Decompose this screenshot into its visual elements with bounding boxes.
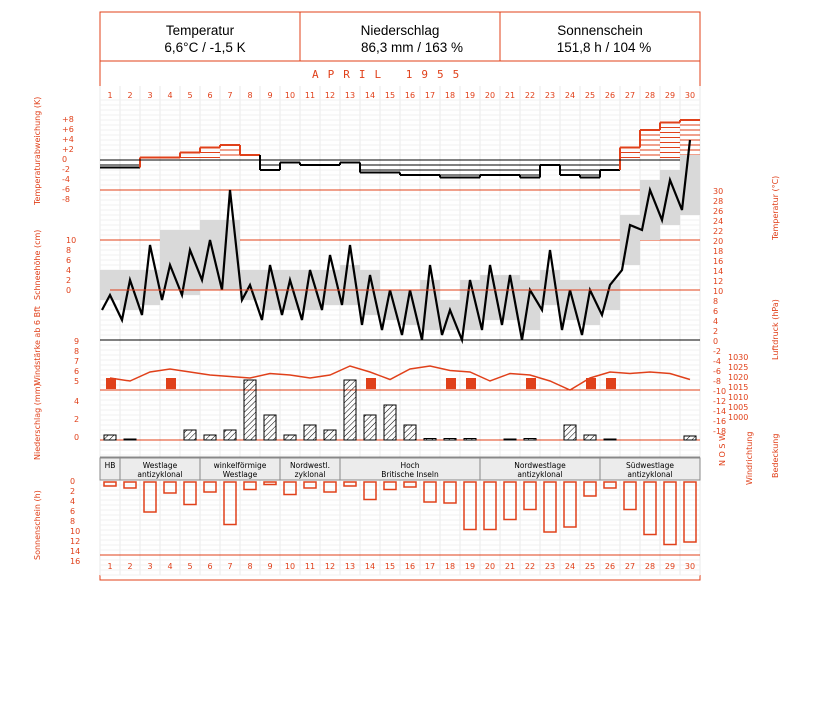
temperature-tick: 2: [713, 327, 719, 336]
temperature-tick: 14: [713, 267, 724, 276]
day-label-bottom: 23: [544, 562, 556, 571]
wind-block: [366, 378, 376, 389]
wind-block: [166, 378, 176, 389]
weather-type-label: Hoch: [400, 461, 420, 470]
sun-title: Sonnenschein: [557, 23, 643, 38]
day-label-top: 20: [484, 91, 496, 100]
temperature-tick: 6: [713, 307, 719, 316]
precip-bar: [444, 439, 456, 441]
day-label-top: 19: [464, 91, 476, 100]
day-label-top: 11: [304, 91, 316, 100]
day-label-top: 5: [187, 91, 193, 100]
day-label-bottom: 12: [324, 562, 336, 571]
precip-bar: [584, 435, 596, 440]
temperature-tick: -16: [713, 417, 727, 426]
weather-type-sub: antizyklonal: [627, 470, 673, 479]
day-label-top: 8: [247, 91, 253, 100]
precip-bar: [344, 380, 356, 440]
day-label-top: 13: [344, 91, 356, 100]
sunshine-tick: 8: [70, 517, 76, 526]
precip-bar: [204, 435, 216, 440]
day-label-bottom: 6: [207, 562, 213, 571]
sunshine-tick: 10: [70, 527, 81, 536]
pressure-tick: 1015: [728, 383, 749, 392]
weather-type-sub: antizyklonal: [137, 470, 183, 479]
day-label-top: 23: [544, 91, 556, 100]
precip-bar: [124, 439, 136, 440]
day-label-bottom: 22: [524, 562, 536, 571]
day-label-top: 3: [147, 91, 153, 100]
weather-type-label: Nordwestlage: [514, 461, 566, 470]
day-label-bottom: 26: [604, 562, 616, 571]
day-label-bottom: 4: [167, 562, 173, 571]
snow-tick: 8: [66, 246, 72, 255]
precip-bar: [264, 415, 276, 440]
day-label-top: 16: [404, 91, 416, 100]
label-temp-anomaly: Temperaturabweichung (K): [33, 96, 42, 205]
day-label-bottom: 15: [384, 562, 396, 571]
weather-type-label: Südwestlage: [626, 461, 674, 470]
anomaly-tick: +6: [62, 125, 74, 134]
day-label-top: 26: [604, 91, 616, 100]
wind-tick: 5: [74, 377, 80, 386]
day-label-bottom: 17: [424, 562, 436, 571]
weather-type-sub: Westlage: [222, 470, 258, 479]
label-wind: Windstärke ab 6 Bft: [33, 306, 42, 385]
sunshine-bar: [504, 482, 516, 520]
wind-tick: 9: [74, 337, 80, 346]
anomaly-tick: +4: [62, 135, 74, 144]
sunshine-bar: [284, 482, 296, 495]
day-label-bottom: 1: [107, 562, 113, 571]
temperature-tick: 4: [713, 317, 719, 326]
precip-bar: [684, 436, 696, 440]
pressure-tick: 1005: [728, 403, 749, 412]
weather-type-label: Westlage: [142, 461, 178, 470]
weather-type-label: Nordwestl.: [290, 461, 330, 470]
wind-tick: 8: [74, 347, 80, 356]
sunshine-bar: [244, 482, 256, 490]
day-label-top: 22: [524, 91, 536, 100]
temperature-tick: -4: [713, 357, 721, 366]
precip-bar: [504, 439, 516, 440]
temperature-tick: 0: [713, 337, 719, 346]
sunshine-bar: [104, 482, 116, 486]
sunshine-bar: [684, 482, 696, 542]
sunshine-bar: [144, 482, 156, 512]
day-label-bottom: 28: [644, 562, 656, 571]
temperature-tick: -8: [713, 377, 721, 386]
temperature-tick: 28: [713, 197, 724, 206]
sunshine-bar: [224, 482, 236, 525]
day-label-bottom: 11: [304, 562, 316, 571]
temperature-tick: 26: [713, 207, 724, 216]
day-label-top: 27: [624, 91, 636, 100]
day-label-top: 2: [127, 91, 133, 100]
day-label-bottom: 21: [504, 562, 516, 571]
precip-bar: [524, 439, 536, 441]
anomaly-tick: -2: [62, 165, 70, 174]
label-precip: Niederschlag (mm): [33, 383, 42, 460]
temperature-tick: -18: [713, 427, 727, 436]
day-label-top: 9: [267, 91, 273, 100]
temperature-tick: 16: [713, 257, 724, 266]
temp-value: 6,6°C / -1,5 K: [164, 40, 246, 55]
precip-bar: [304, 425, 316, 440]
day-label-top: 25: [584, 91, 596, 100]
wind-block: [526, 378, 536, 389]
chart-labels: [62, 91, 748, 571]
pressure-tick: 1020: [728, 373, 749, 382]
day-label-top: 30: [684, 91, 696, 100]
day-label-top: 17: [424, 91, 436, 100]
pressure-tick: 1025: [728, 363, 749, 372]
sunshine-bar: [164, 482, 176, 493]
sunshine-tick: 2: [70, 487, 76, 496]
precip-tick: 0: [74, 433, 80, 442]
day-label-top: 1: [107, 91, 113, 100]
temp-title: Temperatur: [165, 23, 235, 38]
anomaly-tick: -8: [62, 195, 70, 204]
day-label-bottom: 7: [227, 562, 233, 571]
temperature-tick: 18: [713, 247, 724, 256]
sun-value: 151,8 h / 104 %: [556, 40, 652, 55]
precip-bar: [404, 425, 416, 440]
day-label-top: 24: [564, 91, 576, 100]
precip-bar: [604, 439, 616, 440]
anomaly-tick: 0: [62, 155, 68, 164]
wind-block: [106, 378, 116, 389]
day-label-bottom: 13: [344, 562, 356, 571]
day-label-top: 14: [364, 91, 376, 100]
precip-tick: 4: [74, 397, 80, 406]
day-label-top: 12: [324, 91, 336, 100]
temperature-tick: -14: [713, 407, 727, 416]
day-label-top: 18: [444, 91, 456, 100]
temperature-tick: 22: [713, 227, 724, 236]
precip-bar: [364, 415, 376, 440]
weather-type-label: winkelförmige: [213, 461, 267, 470]
day-label-top: 6: [207, 91, 213, 100]
month-title: APRIL 1955: [312, 68, 469, 81]
precip-value: 86,3 mm / 163 %: [360, 40, 464, 55]
label-wind-dir-marks: N O S W: [718, 433, 727, 466]
temperature-tick: 12: [713, 277, 724, 286]
day-label-top: 21: [504, 91, 516, 100]
temperature-tick: 24: [713, 217, 724, 226]
snow-tick: 4: [66, 266, 72, 275]
day-label-bottom: 30: [684, 562, 696, 571]
temperature-tick: -6: [713, 367, 721, 376]
day-label-top: 7: [227, 91, 233, 100]
day-label-bottom: 25: [584, 562, 596, 571]
wind-block: [466, 378, 476, 389]
anomaly-tick: +2: [62, 145, 74, 154]
day-label-bottom: 5: [187, 562, 193, 571]
label-snow: Schneehöhe (cm): [33, 229, 42, 300]
wind-block: [446, 378, 456, 389]
weather-type-sub: Britische Inseln: [381, 470, 439, 479]
pressure-tick: 1000: [728, 413, 749, 422]
anomaly-tick: -4: [62, 175, 70, 184]
sunshine-tick: 6: [70, 507, 76, 516]
day-label-bottom: 18: [444, 562, 456, 571]
temperature-tick: -10: [713, 387, 727, 396]
pressure-tick: 1030: [728, 353, 749, 362]
sunshine-bar: [464, 482, 476, 530]
temperature-tick: 30: [713, 187, 724, 196]
snow-tick: 6: [66, 256, 72, 265]
precip-title: Niederschlag: [360, 23, 440, 38]
temperature-tick: -2: [713, 347, 721, 356]
temperature-tick: -12: [713, 397, 727, 406]
day-label-bottom: 9: [267, 562, 273, 571]
wind-tick: 7: [74, 357, 80, 366]
day-label-top: 10: [284, 91, 296, 100]
label-temperature: Temperatur (°C): [771, 175, 780, 240]
precip-bar: [184, 430, 196, 440]
weather-type-sub: zyklonal: [294, 470, 326, 479]
day-label-bottom: 2: [127, 562, 133, 571]
sunshine-tick: 0: [70, 477, 76, 486]
snow-tick: 10: [66, 236, 77, 245]
day-label-bottom: 16: [404, 562, 416, 571]
precip-bar: [104, 435, 116, 440]
sunshine-bar: [584, 482, 596, 496]
sunshine-tick: 4: [70, 497, 76, 506]
label-cloud-cover: Bedeckung: [771, 433, 780, 478]
label-sunshine: Sonnenschein (h): [33, 490, 42, 560]
day-label-bottom: 24: [564, 562, 576, 571]
sunshine-tick: 12: [70, 537, 81, 546]
precip-bar: [424, 439, 436, 441]
day-label-bottom: 3: [147, 562, 153, 571]
day-label-top: 28: [644, 91, 656, 100]
day-label-top: 29: [664, 91, 676, 100]
anomaly-tick: -6: [62, 185, 70, 194]
precip-bar: [324, 430, 336, 440]
wind-block: [606, 378, 616, 389]
day-label-bottom: 14: [364, 562, 376, 571]
temperature-tick: 8: [713, 297, 719, 306]
label-wind-direction: Windrichtung: [745, 431, 754, 485]
day-label-bottom: 20: [484, 562, 496, 571]
day-label-bottom: 29: [664, 562, 676, 571]
precip-bar: [464, 439, 476, 441]
precip-tick: 2: [74, 415, 80, 424]
day-label-top: 4: [167, 91, 173, 100]
snow-tick: 0: [66, 286, 72, 295]
wind-tick: 6: [74, 367, 80, 376]
sunshine-bar: [384, 482, 396, 490]
precip-bar: [244, 380, 256, 440]
precip-bar: [224, 430, 236, 440]
day-label-bottom: 8: [247, 562, 253, 571]
temperature-tick: 20: [713, 237, 724, 246]
precip-bar: [284, 435, 296, 440]
sunshine-bar: [344, 482, 356, 486]
pressure-tick: 1010: [728, 393, 749, 402]
sunshine-bar: [484, 482, 496, 530]
anomaly-tick: +8: [62, 115, 74, 124]
day-label-bottom: 27: [624, 562, 636, 571]
sunshine-tick: 14: [70, 547, 81, 556]
weather-type-sub: antizyklonal: [517, 470, 563, 479]
sunshine-tick: 16: [70, 557, 81, 566]
label-pressure: Luftdruck (hPa): [771, 299, 780, 360]
day-label-top: 15: [384, 91, 396, 100]
snow-tick: 2: [66, 276, 72, 285]
day-label-bottom: 19: [464, 562, 476, 571]
day-label-bottom: 10: [284, 562, 296, 571]
precip-bar: [564, 425, 576, 440]
sunshine-bar: [264, 482, 276, 485]
temperature-tick: 10: [713, 287, 724, 296]
weather-type-label: HB: [104, 461, 116, 470]
precip-bar: [384, 405, 396, 440]
